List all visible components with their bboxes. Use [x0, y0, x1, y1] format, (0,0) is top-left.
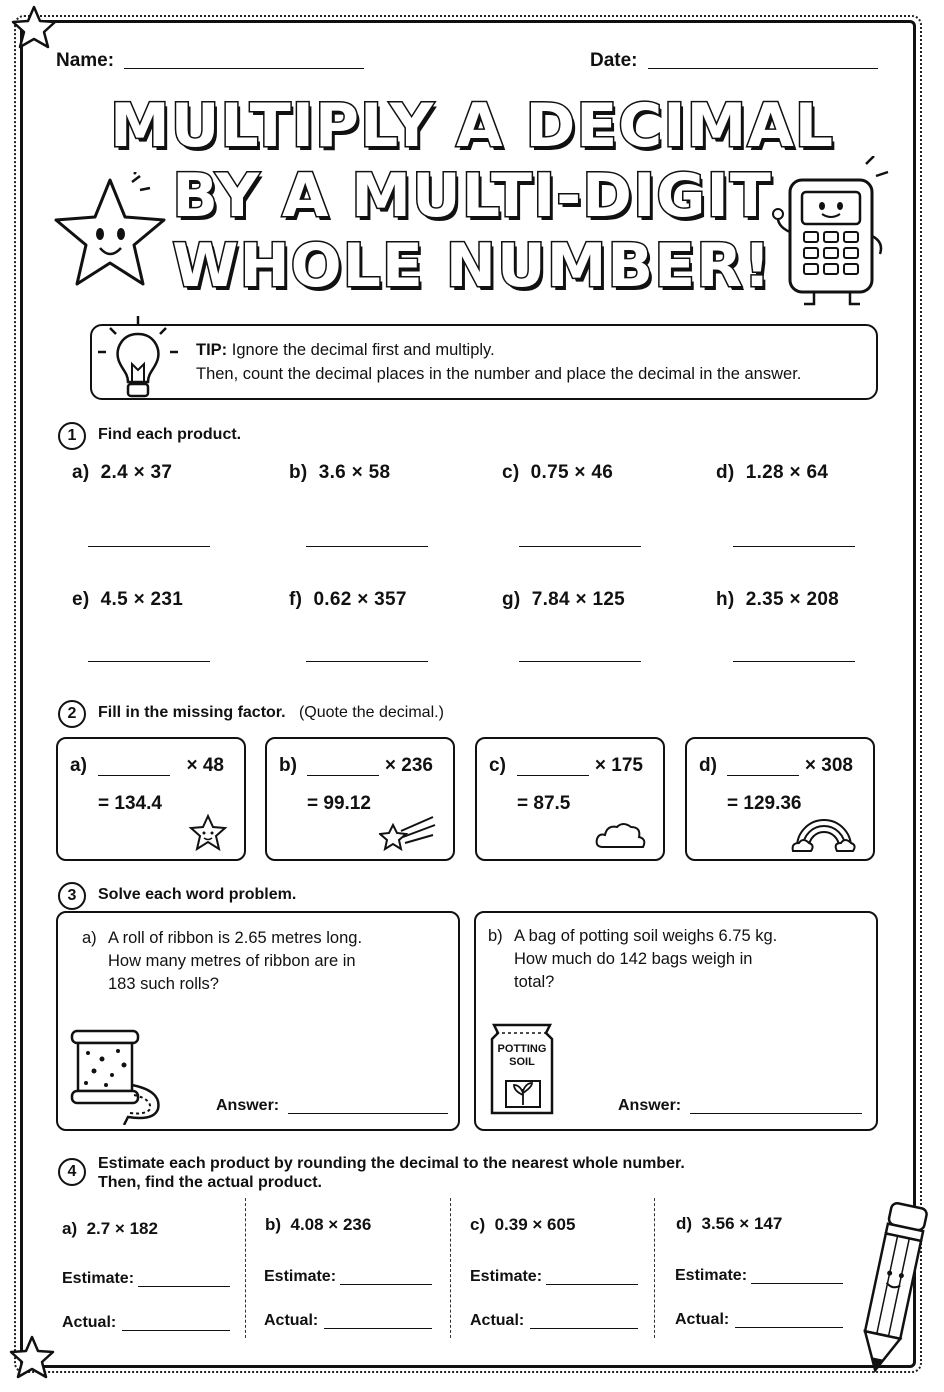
s1-problem-d: [716, 462, 828, 484]
product-result: = 87.5: [517, 793, 571, 814]
name-label: Name:: [56, 50, 115, 71]
bag-text-line-2: SOIL: [509, 1056, 535, 1068]
answer-line[interactable]: [306, 546, 428, 547]
answer-line[interactable]: [306, 661, 428, 662]
pencil-mascot-icon: [852, 1196, 932, 1386]
problem-label: f): [289, 589, 303, 610]
product-result: = 99.12: [307, 793, 371, 814]
s4-problem-d: [676, 1214, 782, 1234]
problem-expression: 0.39 × 605: [494, 1215, 576, 1234]
problem-expression: 2.4 × 37: [100, 462, 173, 483]
title-line-3: WHOLE NUMBER!: [172, 231, 772, 301]
section-2-note: (Quote the decimal.): [298, 704, 444, 721]
missing-factor-box-a: [56, 737, 246, 861]
answer-line[interactable]: [88, 546, 210, 547]
potting-soil-bag-icon: [488, 1021, 558, 1119]
missing-factor-blank[interactable]: [517, 775, 589, 776]
estimate-field[interactable]: [138, 1286, 230, 1287]
problem-label: d): [716, 462, 735, 483]
problem-expression: 4.5 × 231: [100, 589, 184, 610]
problem-expression: 1.28 × 64: [745, 462, 829, 483]
problem-expression: 3.6 × 58: [318, 462, 391, 483]
word-problem-text: A bag of potting soil weighs 6.75 kg.: [514, 927, 778, 945]
box-label: c): [489, 755, 506, 776]
missing-factor-box-b: [265, 737, 455, 861]
calculator-mascot-icon: [762, 156, 897, 312]
shooting-star-icon: [379, 813, 437, 853]
column-divider: [450, 1198, 451, 1338]
known-factor: × 175: [594, 755, 643, 776]
smiling-star-icon: [50, 172, 175, 292]
section-number-2: 2: [58, 700, 86, 728]
problem-label: e): [72, 589, 90, 610]
section-2-heading: [98, 704, 444, 722]
star-icon: [188, 813, 228, 853]
answer-line[interactable]: [733, 661, 855, 662]
word-problem-text: How many metres of ribbon are in: [108, 952, 356, 970]
s4-problem-a: [62, 1219, 158, 1239]
problem-label: d): [676, 1214, 693, 1233]
section-3-heading: Solve each word problem.: [98, 886, 297, 903]
estimate-label: Estimate:: [470, 1268, 543, 1285]
problem-label: b): [265, 1215, 282, 1234]
date-field[interactable]: [648, 50, 878, 69]
section-4-heading-line-2: Then, find the actual product.: [98, 1174, 322, 1191]
tip-line-2: Then, count the decimal places in the number and place the decimal in the answer.: [196, 365, 802, 383]
answer-line[interactable]: [88, 661, 210, 662]
product-result: = 129.36: [727, 793, 802, 814]
cloud-icon: [593, 817, 647, 853]
product-result: = 134.4: [98, 793, 162, 814]
title-line-2: BY A MULTI-DIGIT: [172, 161, 772, 231]
answer-label: Answer:: [216, 1097, 280, 1114]
missing-factor-box-d: [685, 737, 875, 861]
answer-line[interactable]: [519, 546, 641, 547]
word-problem-text: A roll of ribbon is 2.65 metres long.: [108, 929, 363, 947]
section-number-4: 4: [58, 1158, 86, 1186]
word-problem-text: 183 such rolls?: [108, 975, 219, 993]
answer-line[interactable]: [519, 661, 641, 662]
word-problem-label: b): [488, 927, 503, 945]
actual-field[interactable]: [735, 1327, 843, 1328]
problem-expression: 7.84 × 125: [531, 589, 626, 610]
actual-label: Actual:: [675, 1311, 730, 1328]
problem-label: g): [502, 589, 521, 610]
missing-factor-box-c: [475, 737, 665, 861]
estimate-label: Estimate:: [264, 1268, 337, 1285]
s1-problem-g: [502, 589, 625, 611]
problem-expression: 3.56 × 147: [701, 1214, 783, 1233]
corner-star-icon: [8, 1334, 56, 1380]
title-line-1: MULTIPLY A DECIMAL: [109, 91, 835, 161]
word-problem-text: total?: [514, 973, 555, 991]
section-number-3: 3: [58, 882, 86, 910]
s1-problem-h: [716, 589, 839, 611]
bag-outline-icon: [488, 1021, 558, 1119]
section-4-heading-line-1: Estimate each product by rounding the decimal to the nearest whole number.: [98, 1155, 685, 1172]
s1-problem-b: [289, 462, 390, 484]
box-label: a): [70, 755, 87, 776]
bag-text: [488, 1043, 556, 1069]
rainbow-icon: [791, 809, 857, 853]
column-divider: [245, 1198, 246, 1338]
tip-line-1: [196, 341, 495, 360]
problem-expression: 0.62 × 357: [313, 589, 407, 610]
section-2-title: Fill in the missing factor.: [98, 704, 286, 721]
problem-label: a): [62, 1219, 78, 1238]
tip-box: [90, 324, 878, 400]
box-label: b): [279, 755, 297, 776]
lightbulb-icon: [92, 312, 184, 408]
problem-expression: 2.35 × 208: [745, 589, 840, 610]
section-number-1: 1: [58, 422, 86, 450]
section-1-heading: Find each product.: [98, 426, 242, 443]
actual-label: Actual:: [264, 1312, 319, 1329]
problem-label: b): [289, 462, 308, 483]
estimate-label: Estimate:: [62, 1270, 135, 1287]
problem-expression: 4.08 × 236: [290, 1215, 372, 1234]
estimate-field[interactable]: [546, 1284, 638, 1285]
word-problem-text: How much do 142 bags weigh in: [514, 950, 753, 968]
s4-problem-c: [470, 1215, 575, 1235]
missing-factor-blank[interactable]: [98, 775, 170, 776]
corner-star-icon: [10, 4, 58, 50]
known-factor: × 236: [384, 755, 433, 776]
bag-text-line-1: POTTING: [497, 1043, 547, 1055]
problem-label: h): [716, 589, 735, 610]
box-label: d): [699, 755, 717, 776]
ribbon-spool-icon: [68, 1025, 168, 1125]
word-problem-box-a: [56, 911, 460, 1131]
missing-factor-blank[interactable]: [307, 775, 379, 776]
word-problem-label: a): [82, 929, 97, 947]
answer-label: Answer:: [618, 1097, 682, 1114]
tip-text-1: Ignore the decimal first and multiply.: [231, 341, 495, 359]
problem-expression: 0.75 × 46: [530, 462, 614, 483]
known-factor: × 308: [804, 755, 853, 776]
actual-label: Actual:: [62, 1314, 117, 1331]
s1-problem-a: [72, 462, 172, 484]
answer-line[interactable]: [733, 546, 855, 547]
column-divider: [654, 1198, 655, 1338]
s1-problem-e: [72, 589, 183, 611]
s1-problem-f: [289, 589, 407, 611]
estimate-field[interactable]: [751, 1283, 843, 1284]
answer-field[interactable]: [288, 1113, 448, 1114]
s1-problem-c: [502, 462, 613, 484]
word-problem-box-b: [474, 911, 878, 1131]
name-field[interactable]: [124, 50, 364, 69]
actual-field[interactable]: [324, 1328, 432, 1329]
missing-factor-blank[interactable]: [727, 775, 799, 776]
estimate-label: Estimate:: [675, 1267, 748, 1284]
problem-label: c): [470, 1215, 486, 1234]
answer-field[interactable]: [690, 1113, 862, 1114]
s4-problem-b: [265, 1215, 371, 1235]
known-factor: × 48: [186, 755, 224, 776]
date-label: Date:: [590, 50, 638, 71]
actual-field[interactable]: [530, 1328, 638, 1329]
problem-label: a): [72, 462, 90, 483]
tip-label: TIP:: [196, 341, 228, 359]
problem-label: c): [502, 462, 520, 483]
estimate-field[interactable]: [340, 1284, 432, 1285]
actual-label: Actual:: [470, 1312, 525, 1329]
problem-expression: 2.7 × 182: [86, 1219, 158, 1238]
actual-field[interactable]: [122, 1330, 230, 1331]
